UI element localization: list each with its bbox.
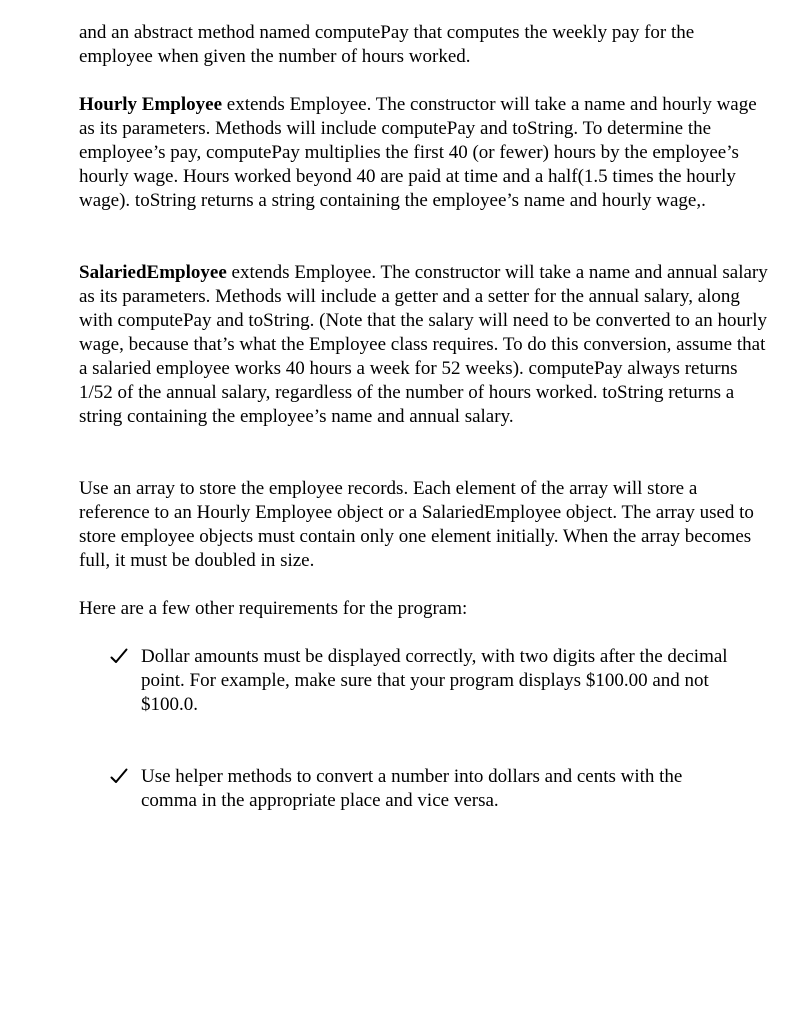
check-icon [110, 645, 130, 669]
intro-continuation-paragraph: and an abstract method named computePay that computes the weekly pay for the employee when given the number of hours worked. [79, 22, 695, 67]
salaried-employee-heading: SalariedEmployee [79, 262, 227, 283]
array-paragraph: Use an array to store the employee records. Each element of the array will store a reference to an Hourly Employee object or a SalariedEmployee object. The array used to store employee objects must contain only one element initially. When the array becomes full, it must be doubled in size. [79, 478, 754, 571]
requirement-text: Dollar amounts must be displayed correctly, with two digits after the decimal point. For example, make sure that your program displays $100.00 and not $100.0. [141, 646, 728, 715]
hourly-employee-text: extends Employee. The constructor will take a name and hourly wage as its parameters. Methods will include computePay and toString. To determine the employee’s pay, computePay multiplies the first 40 (or fewer) hours by the employee’s hourly wage. Hours worked beyond 40 are paid at time and a half(1.5 times the hourly wage). toString returns a string containing the employee’s name and hourly wage,. [79, 94, 757, 211]
salaried-employee-paragraph [79, 261, 769, 429]
hourly-employee-heading: Hourly Employee [79, 94, 223, 115]
check-icon [110, 765, 130, 789]
requirement-text: Use helper methods to convert a number into dollars and cents with the comma in the appropriate place and vice versa. [141, 766, 683, 811]
hourly-employee-paragraph [79, 93, 769, 213]
salaried-employee-text: extends Employee. The constructor will take a name and annual salary as its parameters. Methods will include a getter and a setter for the annual salary, along with computePay and toString. (Note that the salary will need to be converted to an hourly wage, because that’s what the Employee class requires. To do this conversion, assume that a salaried employee works 40 hours a week for 52 weeks). computePay always returns 1/52 of the annual salary, regardless of the number of hours worked. toString returns a string containing the employee’s name and annual salary. [79, 262, 768, 427]
requirements-intro: Here are a few other requirements for the program: [79, 598, 468, 619]
